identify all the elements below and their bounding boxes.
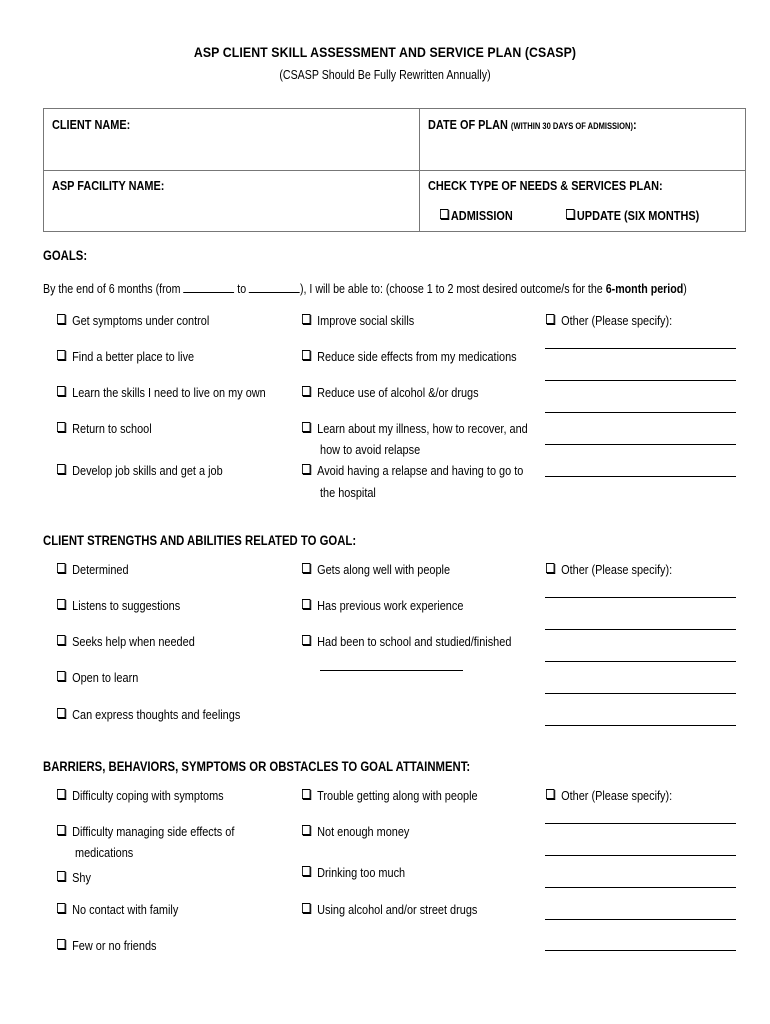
barrier-option[interactable]: Shy xyxy=(57,870,97,885)
strength-other-line[interactable] xyxy=(545,597,736,598)
checkbox-icon[interactable] xyxy=(302,386,310,396)
checkbox-icon[interactable] xyxy=(57,563,65,573)
strength-other-line[interactable] xyxy=(545,661,736,662)
barrier-option[interactable]: Difficulty managing side effects of xyxy=(57,824,268,839)
checkbox-icon[interactable] xyxy=(302,599,310,609)
facility-name-label: ASP FACILITY NAME: xyxy=(52,178,165,193)
checkbox-icon[interactable] xyxy=(57,464,65,474)
barrier-option[interactable]: No contact with family xyxy=(57,902,201,917)
to-date-blank[interactable] xyxy=(249,292,300,293)
barrier-option[interactable]: Using alcohol and/or street drugs xyxy=(302,902,511,917)
strength-option[interactable]: Has previous work experience xyxy=(302,598,494,613)
strength-other-option[interactable]: Other (Please specify): xyxy=(546,562,696,577)
checkbox-icon[interactable] xyxy=(302,422,310,432)
barrier-other-line[interactable] xyxy=(545,823,736,824)
strength-option[interactable]: Gets along well with people xyxy=(302,562,478,577)
from-date-blank[interactable] xyxy=(183,292,234,293)
barrier-option[interactable]: Trouble getting along with people xyxy=(302,788,511,803)
goal-other-option[interactable]: Other (Please specify): xyxy=(546,313,696,328)
checkbox-icon[interactable] xyxy=(302,866,310,876)
facility-name-field[interactable] xyxy=(52,178,186,193)
checkbox-icon[interactable] xyxy=(302,789,310,799)
goal-option-continuation: how to avoid relapse xyxy=(320,442,421,457)
checkbox-icon[interactable] xyxy=(57,422,65,432)
goals-intro-mid: ), I will be able to: (choose 1 to 2 most desired outcome/s for the xyxy=(299,281,603,296)
checkbox-icon[interactable] xyxy=(302,464,310,474)
date-of-plan-label: DATE OF PLAN xyxy=(428,117,508,132)
client-name-field[interactable] xyxy=(52,117,145,132)
goal-other-line[interactable] xyxy=(545,380,736,381)
checkbox-icon[interactable] xyxy=(546,314,554,324)
barrier-other-option[interactable]: Other (Please specify): xyxy=(546,788,696,803)
checkbox-icon[interactable] xyxy=(57,386,65,396)
barrier-option-continuation: medications xyxy=(75,845,134,860)
goal-option[interactable]: Improve social skills xyxy=(302,313,436,328)
strength-option[interactable]: Open to learn xyxy=(57,670,154,685)
page-title: ASP CLIENT SKILL ASSESSMENT AND SERVICE PLAN (CSASP) xyxy=(193,44,577,60)
update-label: UPDATE (SIX MONTHS) xyxy=(576,208,700,223)
strength-option[interactable]: Determined xyxy=(57,562,142,577)
strength-option[interactable]: Had been to school and studied/finished xyxy=(302,634,551,649)
checkbox-icon[interactable] xyxy=(57,871,65,881)
checkbox-icon[interactable] xyxy=(57,789,65,799)
header-box-horizontal-divider xyxy=(44,170,745,171)
strength-option[interactable]: Seeks help when needed xyxy=(57,634,221,649)
checkbox-icon[interactable] xyxy=(302,350,310,360)
checkbox-icon[interactable] xyxy=(57,939,65,949)
checkbox-icon[interactable] xyxy=(302,314,310,324)
goals-intro-bold: 6-month period xyxy=(605,281,684,296)
goal-option[interactable]: Reduce side effects from my medications xyxy=(302,349,557,364)
checkbox-icon[interactable] xyxy=(57,314,65,324)
checkbox-icon[interactable] xyxy=(302,903,310,913)
goals-intro xyxy=(43,281,770,296)
strength-option[interactable]: Listens to suggestions xyxy=(57,598,204,613)
goal-other-line[interactable] xyxy=(545,348,736,349)
checkbox-icon[interactable] xyxy=(57,671,65,681)
admission-checkbox-icon[interactable] xyxy=(440,209,448,219)
studied-finished-line[interactable] xyxy=(320,670,463,671)
goal-option[interactable]: Learn the skills I need to live on my own xyxy=(57,385,306,400)
date-of-plan-note: (WITHIN 30 DAYS OF ADMISSION) xyxy=(510,121,634,131)
goals-intro-to: to xyxy=(237,281,247,296)
goals-intro-start: By the end of 6 months (from xyxy=(43,281,181,296)
client-name-label: CLIENT NAME: xyxy=(52,117,131,132)
date-of-plan-colon: : xyxy=(633,117,637,132)
strength-option[interactable]: Can express thoughts and feelings xyxy=(57,707,275,722)
goal-option[interactable]: Avoid having a relapse and having to go to xyxy=(302,463,566,478)
barriers-heading: BARRIERS, BEHAVIORS, SYMPTOMS OR OBSTACLES TO GOAL ATTAINMENT: xyxy=(43,759,471,774)
checkbox-icon[interactable] xyxy=(546,563,554,573)
barrier-other-line[interactable] xyxy=(545,919,736,920)
check-type-label-wrap xyxy=(428,178,707,193)
checkbox-icon[interactable] xyxy=(57,599,65,609)
checkbox-icon[interactable] xyxy=(57,350,65,360)
checkbox-icon[interactable] xyxy=(302,825,310,835)
barrier-other-line[interactable] xyxy=(545,950,736,951)
goal-option[interactable]: Reduce use of alcohol &/or drugs xyxy=(302,385,512,400)
barrier-option[interactable]: Few or no friends xyxy=(57,938,175,953)
goal-other-line[interactable] xyxy=(545,476,736,477)
admission-option[interactable] xyxy=(440,208,527,223)
strength-other-line[interactable] xyxy=(545,693,736,694)
page-subtitle: (CSASP Should Be Fully Rewritten Annually) xyxy=(279,68,491,82)
goal-option[interactable]: Find a better place to live xyxy=(57,349,220,364)
checkbox-icon[interactable] xyxy=(57,825,65,835)
goal-other-line[interactable] xyxy=(545,444,736,445)
checkbox-icon[interactable] xyxy=(57,708,65,718)
goal-option[interactable]: Learn about my illness, how to recover, and xyxy=(302,421,571,436)
barrier-option[interactable]: Drinking too much xyxy=(302,865,425,880)
checkbox-icon[interactable] xyxy=(57,903,65,913)
barrier-option[interactable]: Difficulty coping with symptoms xyxy=(57,788,255,803)
goal-option[interactable]: Return to school xyxy=(57,421,170,436)
barrier-other-line[interactable] xyxy=(545,855,736,856)
goal-option[interactable]: Get symptoms under control xyxy=(57,313,238,328)
goal-other-line[interactable] xyxy=(545,412,736,413)
checkbox-icon[interactable] xyxy=(302,563,310,573)
checkbox-icon[interactable] xyxy=(57,635,65,645)
checkbox-icon[interactable] xyxy=(302,635,310,645)
goal-option-continuation: the hospital xyxy=(320,485,376,500)
strengths-heading: CLIENT STRENGTHS AND ABILITIES RELATED TO GOAL: xyxy=(43,533,357,548)
update-option[interactable] xyxy=(566,208,725,223)
barrier-option[interactable]: Not enough money xyxy=(302,824,430,839)
goals-intro-end: ) xyxy=(683,281,687,296)
checkbox-icon[interactable] xyxy=(546,789,554,799)
barrier-other-line[interactable] xyxy=(545,887,736,888)
admission-label: ADMISSION xyxy=(450,208,513,223)
goal-option[interactable]: Develop job skills and get a job xyxy=(57,463,254,478)
strength-other-line[interactable] xyxy=(545,629,736,630)
date-of-plan-field[interactable] xyxy=(428,117,676,132)
header-box xyxy=(43,108,746,232)
goals-heading: GOALS: xyxy=(43,248,88,263)
check-type-label: CHECK TYPE OF NEEDS & SERVICES PLAN: xyxy=(428,178,663,193)
strength-other-line[interactable] xyxy=(545,725,736,726)
update-checkbox-icon[interactable] xyxy=(566,209,574,219)
